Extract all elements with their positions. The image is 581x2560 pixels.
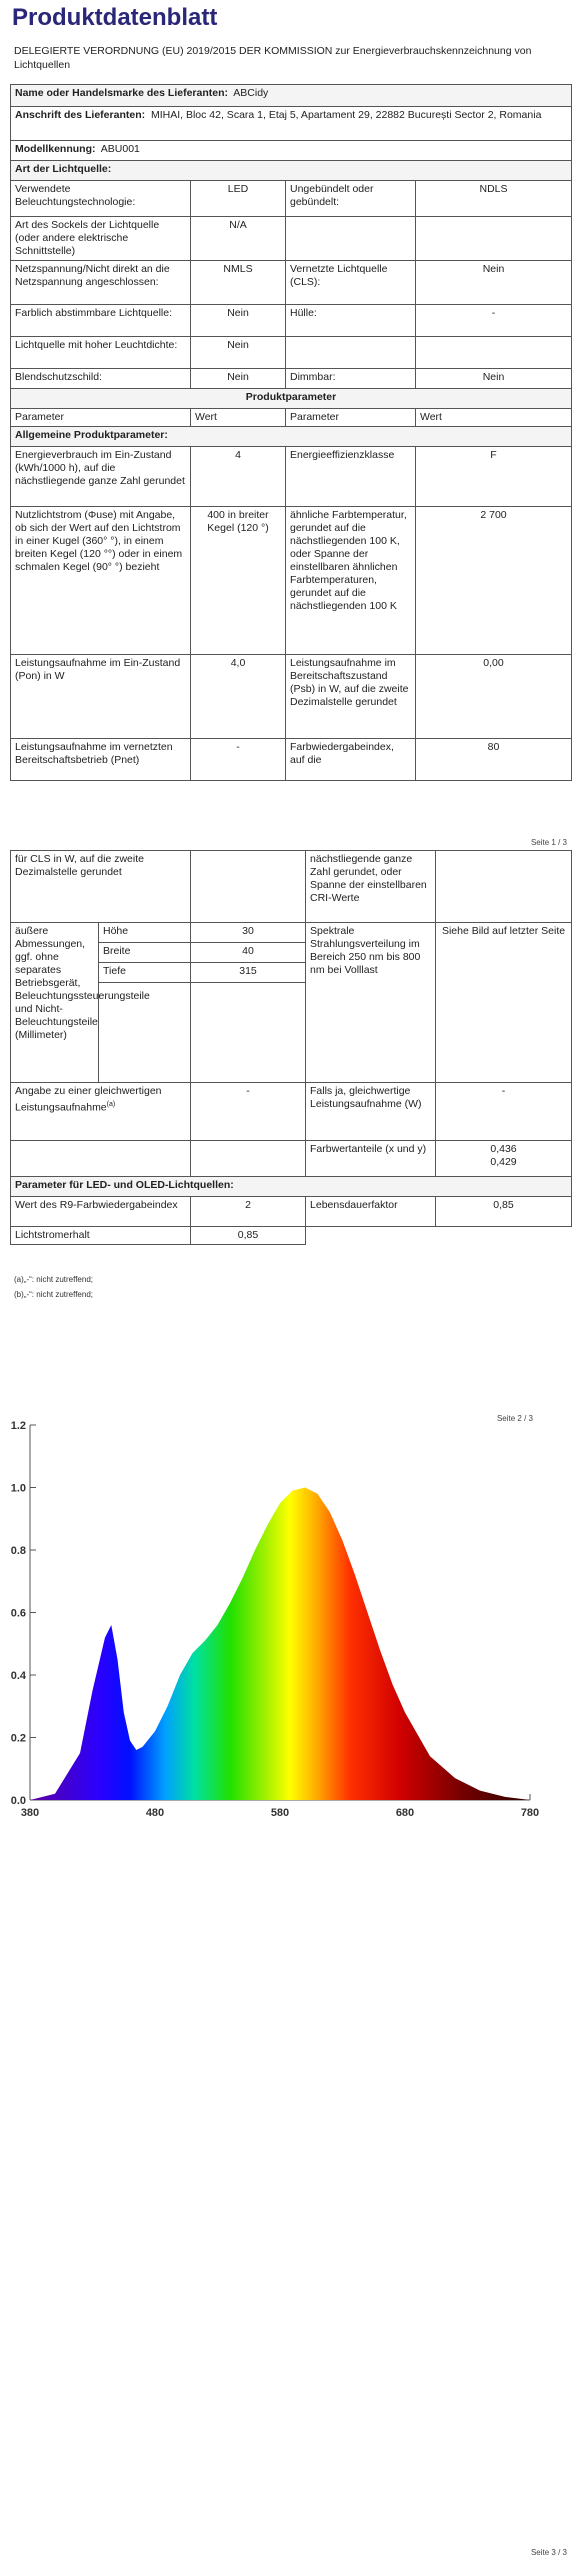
page-2 — [0, 850, 581, 1380]
footnote-a: (a)„-“: nicht zutreffend; — [14, 1275, 93, 1284]
model-row: Modellkennung: ABU001 — [11, 141, 572, 161]
table-row: Angabe zu einer gleichwertigen Leistungsaufnahme$^{(a)}$ - Falls ja, gleichwertige Leistungsaufnahme (W) - — [11, 1083, 572, 1141]
y-tick-label: 0.8 — [10, 1545, 26, 1557]
page-number-overlap: Seite 2 / 3 — [496, 1414, 533, 1423]
table-row: Lichtquelle mit hoher Leuchtdichte: Nein — [11, 337, 572, 369]
page-1 — [0, 0, 581, 850]
table-row: Blendschutzschild: Nein Dimmbar: Nein — [11, 369, 572, 389]
table-row: Verwendete Beleuchtungstechnologie: LED Ungebündelt oder gebündelt: NDLS — [11, 181, 572, 217]
y-tick-label: 0.2 — [10, 1732, 26, 1745]
product-params-heading: Produktparameter — [11, 389, 572, 409]
footnote-b: (b)„-“: nicht zutreffend; — [14, 1290, 93, 1299]
table-row: äußere Abmessungen, ggf. ohne separates Betriebsgerät, Beleuchtungssteuerungsteile und Nicht-Beleuchtungsteile (Millimeter) Höhe 30 Spektrale Strahlungsverteilung im Bereich 250 nm bis 800 nm bei Volllast Siehe Bild auf letzter Seite — [11, 923, 572, 943]
general-params-heading: Allgemeine Produktparameter: — [11, 427, 572, 447]
regulation-subtitle: DELEGIERTE VERORDNUNG (EU) 2019/2015 DER KOMMISSION zur Energieverbrauchskennzeichnung von Lichtquellen — [14, 45, 532, 71]
y-tick-label: 1.2 — [10, 1420, 26, 1432]
column-header-row: Parameter Wert Parameter Wert — [11, 409, 572, 427]
page-title: Produktdatenblatt — [12, 4, 218, 31]
spectrum-area — [30, 1488, 530, 1801]
table-row: Wert des R9-Farbwiedergabeindex 2 Lebensdauerfaktor 0,85 — [11, 1197, 572, 1227]
table-row: für CLS in W, auf die zweite Dezimalstelle gerundet nächstliegende ganze Zahl gerundet, oder Spanne der einstellbaren CRI-Werte — [11, 851, 572, 923]
table-row: Netzspannung/Nicht direkt an die Netzspannung angeschlossen: NMLS Vernetzte Lichtquelle (CLS): Nein — [11, 261, 572, 305]
table-row: Breite 40 — [11, 943, 572, 963]
table-row: Tiefe 315 — [11, 963, 572, 983]
page-number: Seite 1 / 3 — [530, 838, 567, 847]
x-tick-label: 680 — [395, 1807, 415, 1819]
y-tick-label: 1.0 — [10, 1482, 26, 1495]
supplier-name-row: Name oder Handelsmarke des Lieferanten: ABCidy — [11, 85, 572, 107]
table-row: Nutzlichtstrom (Φuse) mit Angabe, ob sich der Wert auf den Lichtstrom in einer Kugel (360° °), in einem breiten Kegel (120 °°) oder in einem schmalen Kegel (90° °) bezieht 400 in breiter Kegel (120 °) ähnliche Farbtemperatur, gerundet auf die nächstliegenden 100 K, oder Spanne der einstellbaren ähnlichen Farbtemperaturen, gerundet auf die nächstliegenden 100 K 2 700 — [11, 507, 572, 655]
color-y-value: 0,429 — [490, 1156, 517, 1168]
x-tick-label: 480 — [145, 1807, 165, 1819]
x-tick-label: 780 — [520, 1807, 540, 1819]
lightsource-heading: Art der Lichtquelle: — [11, 161, 572, 181]
product-datasheet-table — [10, 84, 572, 781]
y-tick-label: 0.4 — [10, 1670, 26, 1682]
table-row: Leistungsaufnahme im Ein-Zustand (Pon) in W 4,0 Leistungsaufnahme im Bereitschaftszustand (Psb) in W, auf die zweite Dezimalstelle gerundet 0,00 — [11, 655, 572, 739]
x-tick-label: 580 — [270, 1807, 290, 1819]
x-tick-label: 380 — [20, 1807, 40, 1819]
spectral-distribution-chart — [0, 1400, 560, 1840]
table-row: Farblich abstimmbare Lichtquelle: Nein Hülle: - — [11, 305, 572, 337]
page-number: Seite 3 / 3 — [530, 2548, 567, 2557]
table-row: Art des Sockels der Lichtquelle (oder andere elektrische Schnittstelle) N/A — [11, 217, 572, 261]
table-row: Energieverbrauch im Ein-Zustand (kWh/1000 h), auf die nächstliegende ganze Zahl gerundet 4 Energieeffizienzklasse F — [11, 447, 572, 507]
table-row: Lichtstromerhalt 0,85 — [11, 1227, 572, 1245]
page-3 — [0, 1380, 581, 2560]
table-row: Leistungsaufnahme im vernetzten Bereitschaftsbetrieb (Pnet) - Farbwiedergabeindex, auf die 80 — [11, 739, 572, 781]
table-row: Farbwertanteile (x und y) 0,436 0,429 — [11, 1141, 572, 1177]
y-tick-label: 0.6 — [10, 1607, 26, 1620]
y-tick-label: 0.0 — [10, 1795, 26, 1807]
color-x-value: 0,436 — [490, 1143, 517, 1155]
supplier-address-row: Anschrift des Lieferanten: MIHAI, Bloc 42, Scara 1, Etaj 5, Apartament 29, 22882 București Sector 2, Romania — [11, 107, 572, 141]
led-params-heading: Parameter für LED- und OLED-Lichtquellen: — [11, 1177, 572, 1197]
product-datasheet-table-continued — [10, 850, 572, 1245]
